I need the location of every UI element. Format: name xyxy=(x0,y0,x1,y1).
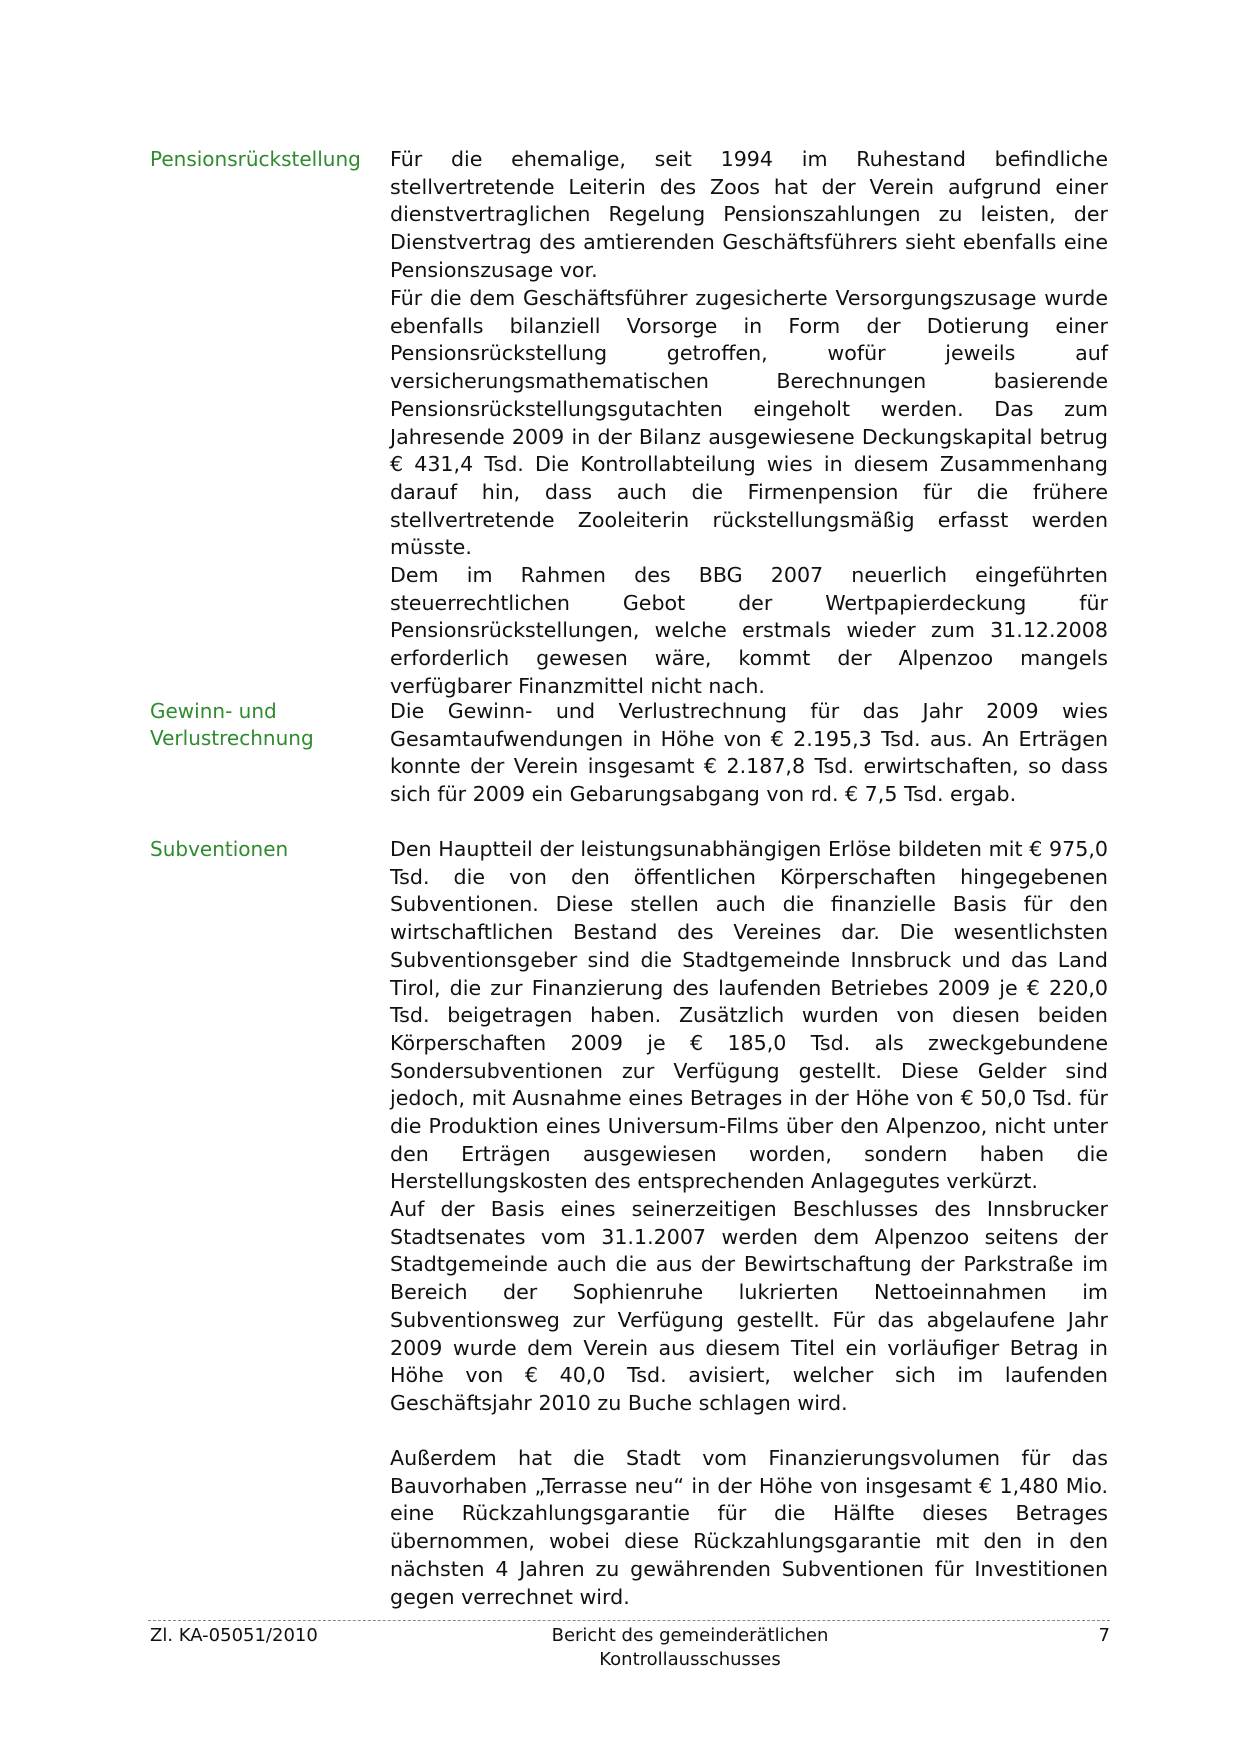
sidebar-label-gewinn-verlustrechnung: Gewinn- und Verlustrechnung xyxy=(150,699,314,750)
paragraph-subventionen-2: Auf der Basis eines seinerzeitigen Beschlusses des Innsbrucker Stadtsenates vom 31.1.2007 werden dem Alpenzoo seitens der Stadtgemeinde auch die aus der Bewirtschaftung der Parkstraße im Bereich der Sophienruhe lukrierten Nettoeinnahmen im Subventionsweg zur Verfügung gestellt. Für das abgelaufene Jahr 2009 wurde dem Verein aus diesem Titel ein vorläufiger Betrag in Höhe von € 40,0 Tsd. avisiert, welcher sich im laufenden Geschäftsjahr 2010 zu Buche schlagen wird. xyxy=(390,1197,1108,1415)
sidebar-label-pensionsrueckstellung: Pensionsrückstellung xyxy=(150,147,361,171)
footer-divider xyxy=(148,1620,1110,1621)
paragraph-pension-1: Für die ehemalige, seit 1994 im Ruhestand befindliche stellvertretende Leiterin des Zoos hat der Verein aufgrund einer dienstvertraglichen Regelung Pensionszahlungen zu leisten, der Dienstvertrag des amtierenden Geschäftsführers sieht ebenfalls eine Pensionszusage vor. xyxy=(390,147,1108,282)
footer-page-number: 7 xyxy=(1098,1625,1110,1646)
paragraph-pension-2: Für die dem Geschäftsführer zugesicherte Versorgungszusage wurde ebenfalls bilanziell Vorsorge in Form der Dotierung einer Pensionsrückstellung getroffen, wofür jeweils auf versicherungsmathematischen Berechnungen basierende Pensionsrückstellungsgutachten eingeholt werden. Das zum Jahresende 2009 in der Bilanz ausgewiesene Deckungskapital betrug € 431,4 Tsd. Die Kontrollabteilung wies in diesem Zusammenhang darauf hin, dass auch die Firmenpension für die frühere stellvertretende Zooleiterin rückstellungsmäßig erfasst werden müsste. xyxy=(390,286,1108,560)
paragraph-subventionen-1: Den Hauptteil der leistungsunabhängigen Erlöse bildeten mit € 975,0 Tsd. die von den öffentlichen Körperschaften hingegebenen Subventionen. Diese stellen auch die finanzielle Basis für den wirtschaftlichen Bestand des Vereines dar. Die wesentlichsten Subventionsgeber sind die Stadtgemeinde Innsbruck und das Land Tirol, die zur Finanzierung des laufenden Betriebes 2009 je € 220,0 Tsd. beigetragen haben. Zusätzlich wurden von diesen beiden Körperschaften 2009 je € 185,0 Tsd. als zweckgebundene Sondersubventionen zur Verfügung gestellt. Diese Gelder sind jedoch, mit Ausnahme eines Betrages in der Höhe von € 50,0 Tsd. für die Produktion eines Universum-Films über den Alpenzoo, nicht unter den Erträgen ausgewiesen worden, sondern haben die Herstellungskosten des entsprechenden Anlagegutes verkürzt. xyxy=(390,837,1108,1194)
paragraph-pension-3: Dem im Rahmen des BBG 2007 neuerlich eingeführten steuerrechtlichen Gebot der Wertpapierdeckung für Pensionsrückstellungen, welche erstmals wieder zum 31.12.2008 erforderlich gewesen wäre, kommt der Alpenzoo mangels verfügbarer Finanzmittel nicht nach. xyxy=(390,563,1108,698)
paragraph-gewinn-1: Die Gewinn- und Verlustrechnung für das Jahr 2009 wies Gesamtaufwendungen in Höhe von € 2.195,3 Tsd. aus. An Erträgen konnte der Verein insgesamt € 2.187,8 Tsd. erwirtschaften, so dass sich für 2009 ein Gebarungsabgang von rd. € 7,5 Tsd. ergab. xyxy=(390,699,1108,807)
footer-title: Bericht des gemeinderätlichen Kontrollausschusses xyxy=(551,1625,829,1670)
footer-reference: Zl. KA-05051/2010 xyxy=(150,1625,318,1646)
sidebar-label-subventionen: Subventionen xyxy=(150,837,289,861)
paragraph-subventionen-3: Außerdem hat die Stadt vom Finanzierungsvolumen für das Bauvorhaben „Terrasse neu“ in der Höhe von insgesamt € 1,480 Mio. eine Rückzahlungsgarantie für die Hälfte dieses Betrages übernommen, wobei diese Rückzahlungsgarantie mit den in den nächsten 4 Jahren zu gewährenden Subventionen für Investitionen gegen verrechnet wird. xyxy=(390,1446,1108,1609)
